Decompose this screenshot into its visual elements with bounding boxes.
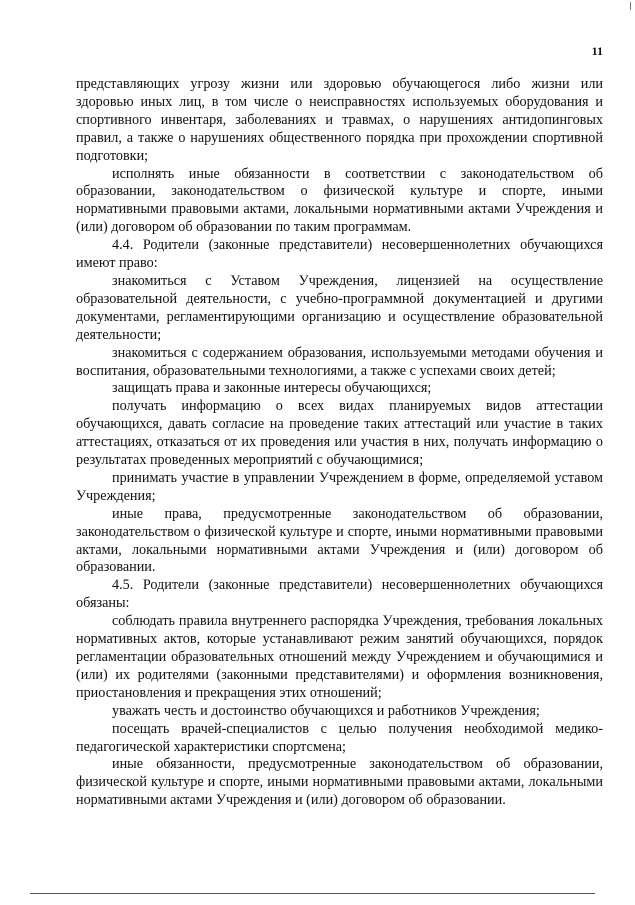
paragraph-parent-right-charter: знакомиться с Уставом Учреждения, лицензией на осуществление образовательной деятельности, с учебно-программной документацией и другими документами, регламентирующими организацию и осуществление образовательной деятельности; [76, 272, 603, 343]
paragraph-parent-right-other: иные права, предусмотренные законодательством об образовании, законодательством о физической культуре и спорте, иными нормативными правовыми актами, локальными нормативными актами Учреждения и (или) договором об образовании. [76, 505, 603, 576]
page-number: 11 [591, 44, 603, 58]
section-heading-4-5: 4.5. Родители (законные представители) несовершеннолетних обучающихся обязаны: [76, 577, 603, 612]
paragraph-parent-right-content: знакомиться с содержанием образования, используемыми методами обучения и воспитания, образовательными технологиями, а также с успехами своих детей; [76, 344, 603, 379]
footer-rule [30, 893, 595, 894]
paragraph-parent-right-information: получать информацию о всех видах планируемых видов аттестации обучающихся, давать согласие на проведение таких аттестаций или участие в таких аттестациях, отказаться от их проведения или участия в них, получать информацию о результатах проведенных мероприятий с обучающимися; [76, 398, 603, 469]
section-heading-4-4: 4.4. Родители (законные представители) несовершеннолетних обучающихся имеют право: [76, 237, 603, 272]
scan-corner-mark [630, 2, 631, 10]
paragraph-parent-duty-respect: уважать честь и достоинство обучающихся и работников Учреждения; [112, 702, 540, 719]
paragraph-parent-duty-other: иные обязанности, предусмотренные законодательством об образовании, физической культуре и спорте, иными нормативными правовыми актами, локальными нормативными актами Учреждения и (или) договором об образовании. [76, 756, 603, 809]
paragraph-continuation: представляющих угрозу жизни или здоровью обучающегося либо жизни или здоровью иных лиц, в том числе о неисправностях используемых оборудования и спортивного инвентаря, заболеваниях и травмах, о нарушениях антидопинговых правил, а также о нарушениях общественного порядка при прохождении спортивной подготовки; [76, 76, 603, 164]
paragraph-parent-right-governance: принимать участие в управлении Учреждением в форме, определяемой уставом Учреждения; [76, 469, 603, 504]
paragraph-student-duties-other: исполнять иные обязанности в соответствии с законодательством об образовании, законодательством о физической культуре и спорте, иными нормативными правовыми актами, локальными нормативными актами Учреждения и (или) договором об образовании по таким программам. [76, 165, 603, 236]
paragraph-parent-right-protect: защищать права и законные интересы обучающихся; [112, 380, 432, 397]
document-body [76, 76, 603, 810]
paragraph-parent-duty-rules: соблюдать правила внутреннего распорядка Учреждения, требования локальных нормативных актов, которые устанавливают режим занятий обучающихся, порядок регламентации образовательных отношений между Учреждением и обучающимися и (или) их родителями (законными представителями) и оформления возникновения, приостановления и прекращения этих отношений; [76, 613, 603, 701]
paragraph-parent-duty-doctors: посещать врачей-специалистов с целью получения необходимой медико-педагогической характеристики спортсмена; [76, 720, 603, 755]
